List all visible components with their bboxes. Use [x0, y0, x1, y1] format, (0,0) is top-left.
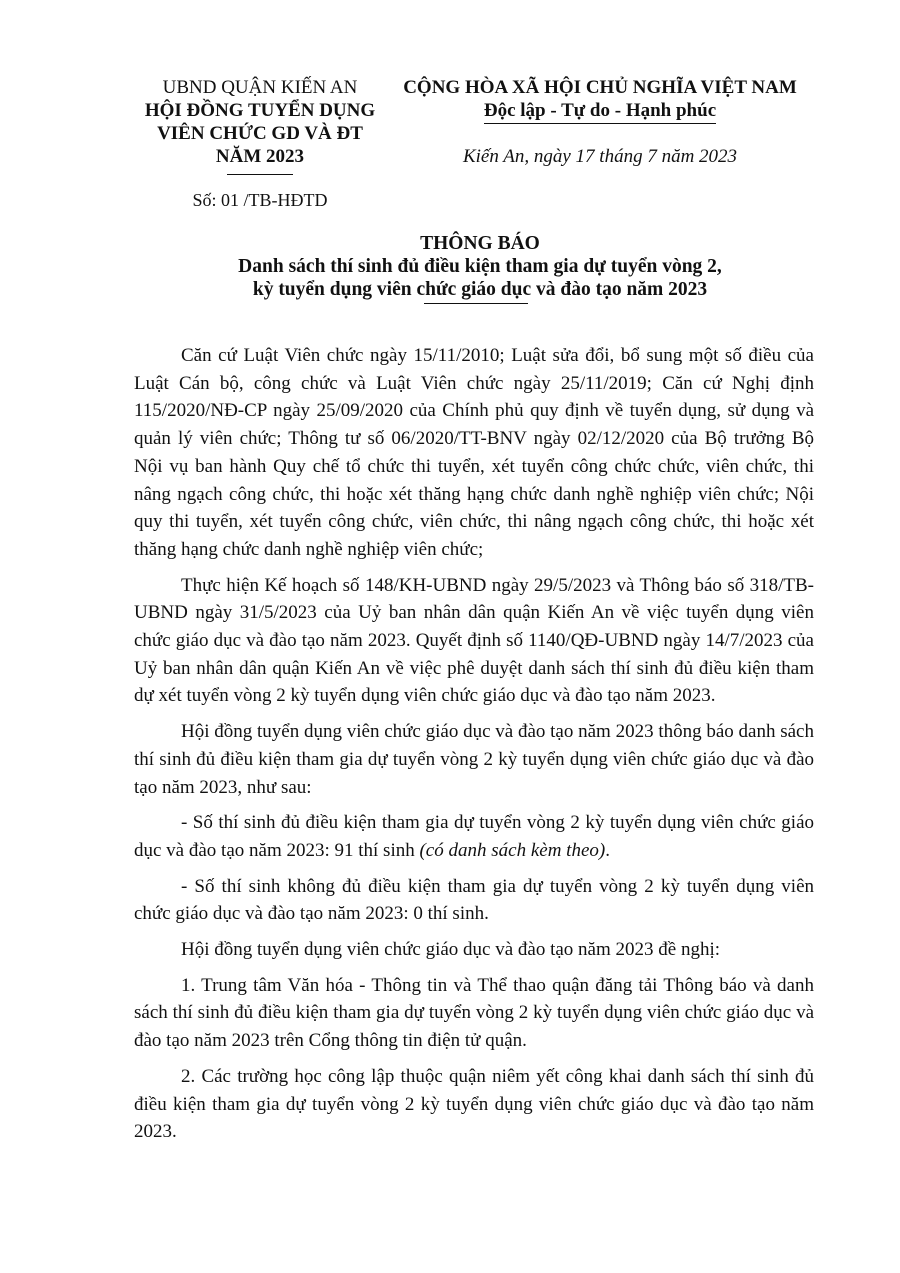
issuing-authority-block: [132, 76, 388, 212]
council-name-line: NĂM 2023: [215, 146, 305, 167]
council-name-line: VIÊN CHỨC GD VÀ ĐT: [157, 123, 363, 144]
announcement-paragraph: Hội đồng tuyển dụng viên chức giáo dục và đào tạo năm 2023 thông báo danh sách thí sinh đủ điều kiện tham gia dự tuyển vòng 2 kỳ tuyển dụng viên chức giáo dục và đào tạo năm 2023, như sau:: [134, 721, 814, 798]
document-number: Số: 01 /TB-HĐTD: [192, 190, 328, 210]
district-committee: UBND QUẬN KIẾN AN: [162, 77, 358, 98]
legal-basis-paragraph: Căn cứ Luật Viên chức ngày 15/11/2010; Luật sửa đổi, bổ sung một số điều của Luật Cán bộ, công chức và Luật Viên chức ngày 25/11/2019; Căn cứ Nghị định 115/2020/NĐ-CP ngày 25/09/2020 của Chính phủ quy định về tuyển dụng, sử dụng và quản lý viên chức; Thông tư số 06/2020/TT-BNV ngày 02/12/2020 của Bộ trưởng Bộ Nội vụ ban hành Quy chế tổ chức thi tuyển, xét tuyển công chức chức, viên chức, thi nâng ngạch công chức, thi hoặc xét thăng hạng chức danh nghề nghiệp viên chức; Nội quy thi tuyển, xét tuyển công chức, viên chức, thi nâng ngạch công chức, thi hoặc xét thăng hạng chức danh nghề nghiệp viên chức;: [134, 345, 814, 560]
ineligible-count-item: - Số thí sinh không đủ điều kiện tham gia dự tuyển vòng 2 kỳ tuyển dụng viên chức giáo dục và đào tạo năm 2023: 0 thí sinh.: [134, 875, 814, 925]
proposal-item: 2. Các trường học công lập thuộc quận niêm yết công khai danh sách thí sinh đủ điều kiện tham gia dự tuyển vòng 2 kỳ tuyển dụng viên chức giáo dục và đào tạo năm 2023.: [134, 1065, 814, 1143]
notice-title-block: [130, 232, 830, 304]
header-divider: [227, 174, 293, 175]
national-title: CỘNG HÒA XÃ HỘI CHỦ NGHĨA VIỆT NAM: [403, 77, 797, 98]
national-header-block: [382, 76, 818, 168]
title-divider: [424, 303, 528, 304]
council-name-line: HỘI ĐỒNG TUYỂN DỤNG: [144, 100, 376, 121]
place-and-date: Kiến An, ngày 17 tháng 7 năm 2023: [462, 146, 738, 167]
proposal-intro: Hội đồng tuyển dụng viên chức giáo dục và đào tạo năm 2023 đề nghị:: [181, 939, 721, 961]
notice-subtitle-line: kỳ tuyển dụng viên chức giáo dục và đào tạo năm 2023: [252, 279, 708, 300]
attachment-note: (có danh sách kèm theo): [419, 839, 606, 861]
notice-body: [134, 342, 814, 1154]
national-motto: Độc lập - Tự do - Hạnh phúc: [484, 99, 716, 124]
proposal-item: 1. Trung tâm Văn hóa - Thông tin và Thể thao quận đăng tải Thông báo và danh sách thí sinh đủ điều kiện tham gia dự tuyển vòng 2 kỳ tuyển dụng viên chức giáo dục và đào tạo năm 2023 trên Cổng thông tin điện tử quận.: [134, 974, 814, 1052]
notice-heading: THÔNG BÁO: [420, 233, 540, 254]
notice-subtitle-line: Danh sách thí sinh đủ điều kiện tham gia dự tuyển vòng 2,: [238, 256, 722, 277]
eligible-count-item: - Số thí sinh đủ điều kiện tham gia dự tuyển vòng 2 kỳ tuyển dụng viên chức giáo dục và đào tạo năm 2023: 91 thí sinh (có danh sách kèm theo).: [134, 812, 814, 861]
implementation-paragraph: Thực hiện Kế hoạch số 148/KH-UBND ngày 29/5/2023 và Thông báo số 318/TB-UBND ngày 31/5/2023 của Uỷ ban nhân dân quận Kiến An về việc tuyển dụng viên chức giáo dục và đào tạo năm 2023. Quyết định số 1140/QĐ-UBND ngày 14/7/2023 của Uỷ ban nhân dân quận Kiến An về việc phê duyệt danh sách thí sinh đủ điều kiện tham dự xét tuyển vòng 2 kỳ tuyển dụng viên chức giáo dục và đào tạo năm 2023.: [134, 574, 814, 707]
